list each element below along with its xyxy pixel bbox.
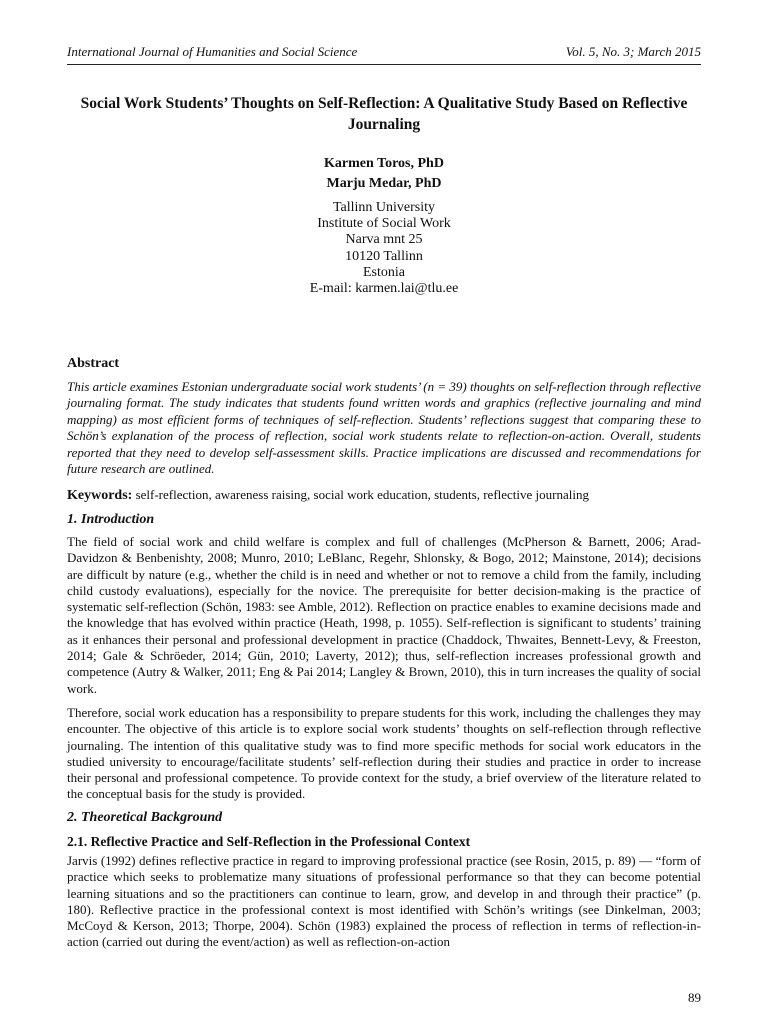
affiliation-line: Narva mnt 25 <box>345 232 423 248</box>
affiliation-line: 10120 Tallinn <box>345 248 423 264</box>
page-number: 89 <box>688 990 701 1005</box>
abstract-heading: Abstract <box>67 356 120 371</box>
affiliation-line: Tallinn University <box>332 200 436 215</box>
body-paragraph: Jarvis (1992) defines reflective practice in regard to improving professional practice (see Rosin, 2015, p. 89) — “form of practice which seeks to problematize many situations of professional performance so that they can become potential learning situations and so the practitioners can continue to learn, grow, and develop in and through their practice” (p. 180). Reflective practice in the professional context is most identified with Schön’s writings (see Dinkelman, 2003; McCoyd & Kerson, 2013; Thorpe, 2004). Schön (1983) explained the process of reflection in terms of reflection-in-action (carried out during the event/action) as well as reflection-on-action <box>67 853 701 950</box>
author-name: Marju Medar, PhD <box>326 176 442 191</box>
author-name: Karmen Toros, PhD <box>324 156 444 171</box>
keywords-label: Keywords: <box>67 488 133 503</box>
body-paragraph: Therefore, social work education has a responsibility to prepare students for this work, including the challenges they may encounter. The objective of this article is to explore social work students’ thoughts on self-reflection through reflective journaling. The intention of this qualitative study was to find more specific methods for social work educators in the studied university to encourage/facilitate students’ self-reflection during their studies and practice in order to increase their personal and professional competence. To provide context for the study, a brief overview of the literature related to the conceptual basis for the study is provided. <box>67 705 701 802</box>
keywords <box>67 487 701 504</box>
running-header <box>67 44 701 65</box>
journal-name: International Journal of Humanities and Social Science <box>67 44 358 59</box>
section-heading-introduction: 1. Introduction <box>67 512 155 527</box>
affiliation-email: E-mail: karmen.lai@tlu.ee <box>309 281 459 297</box>
affiliation-block <box>60 200 708 297</box>
author-list <box>60 154 708 194</box>
article-title: Social Work Students’ Thoughts on Self-Reflection: A Qualitative Study Based on Reflective Journaling <box>80 95 688 133</box>
section-heading-theoretical-background: 2. Theoretical Background <box>67 810 223 825</box>
issue-info: Vol. 5, No. 3; March 2015 <box>565 44 701 59</box>
subsection-heading: 2.1. Reflective Practice and Self-Reflection in the Professional Context <box>67 834 471 849</box>
affiliation-line: Institute of Social Work <box>317 216 451 232</box>
affiliation-line: Estonia <box>363 264 405 280</box>
abstract-text: This article examines Estonian undergraduate social work students’ (n = 39) thoughts on self-reflection through reflective journaling format. The study indicates that students found written words and graphics (reflective journaling and mind mapping) as most efficient forms of techniques of self-reflection. Students’ reflections suggest that comparing these to Schön’s explanation of the process of reflection, social work students relate to reflection-on-action. Overall, students reported that they need to develop self-assessment skills. Practice implications are discussed and recommendations for future research are outlined. <box>67 379 702 477</box>
keywords-text: self-reflection, awareness raising, social work education, students, reflective journaling <box>135 487 589 502</box>
body-paragraph: The field of social work and child welfare is complex and full of challenges (McPherson & Barnett, 2006; Arad-Davidzon & Benbenishty, 2008; Munro, 2010; LeBlanc, Regehr, Shlonsky, & Bogo, 2012; Mainstone, 2014); decisions are difficult by nature (e.g., whether the child is in need and whether or not to remove a child from the family, including child custody evaluations), especially for the novice. The prerequisite for better decision-making is the practice of systematic self-reflection (Schön, 1983: see Amble, 2012). Reflection on practice enables to examine decisions made and the knowledge that has evolved within practice (Heath, 1998, p. 1055). Self-reflection is significant to students’ training as it enhances their personal and professional development in practice (Chaddock, Thwaites, Bennett-Levy, & Freeston, 2014; Gale & Schröeder, 2014; Gün, 2010; Laverty, 2012); thus, self-reflection increases professional growth and competence (Autry & Walker, 2011; Eng & Pai 2014; Langley & Brown, 2010), this in turn increases the quality of social work. <box>67 534 701 696</box>
